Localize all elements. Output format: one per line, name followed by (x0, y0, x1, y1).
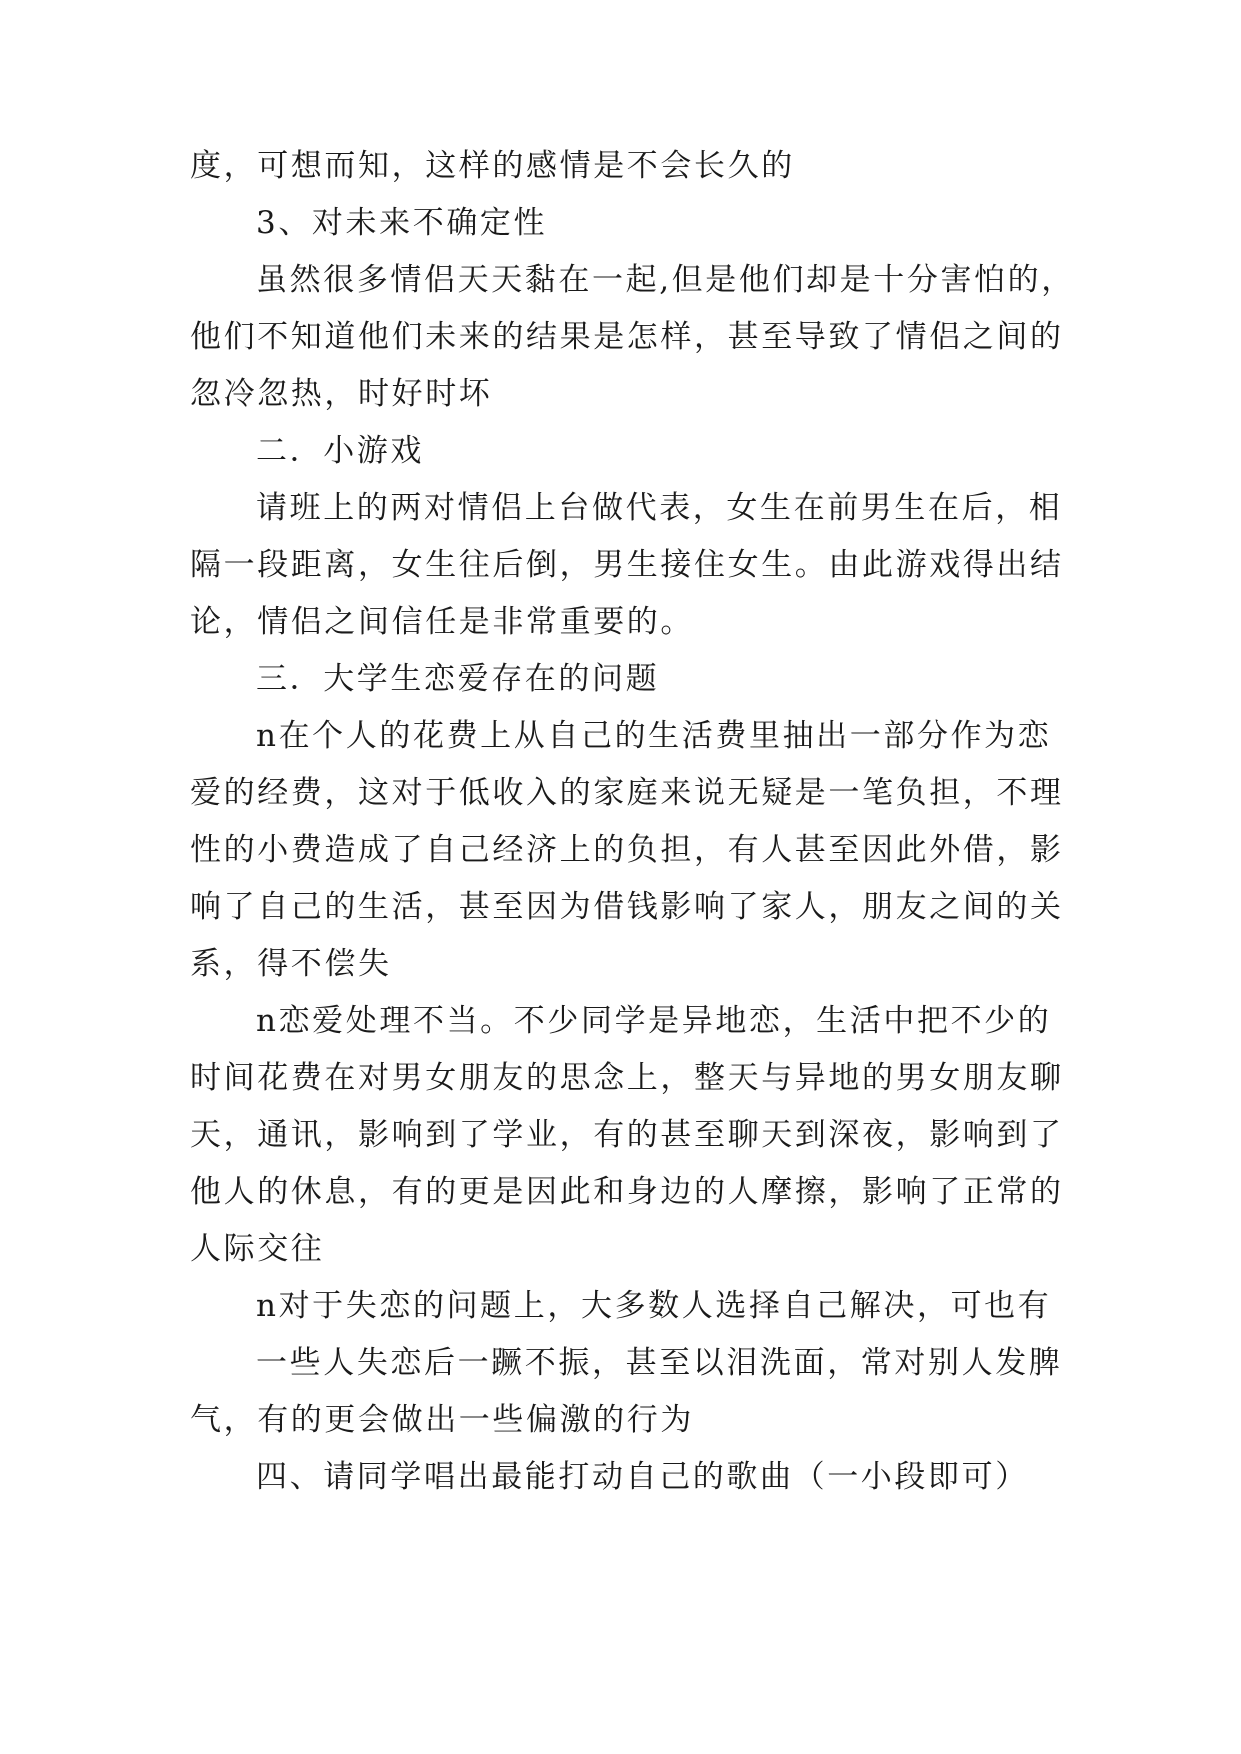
text-line: 虽然很多情侣天天黏在一起,但是他们却是十分害怕的， (256, 262, 1075, 298)
section-heading: 3、对未来不确定性 (256, 205, 548, 241)
text-line: 请班上的两对情侣上台做代表，女生在前男生在后，相 (256, 490, 1063, 526)
section-heading: 二．小游戏 (256, 433, 424, 469)
text-line: 论，情侣之间信任是非常重要的。 (190, 604, 694, 640)
text-line: 一些人失恋后一蹶不振，甚至以泪洗面，常对别人发脾 (256, 1345, 1063, 1381)
section-heading: 四、请同学唱出最能打动自己的歌曲（一小段即可） (256, 1459, 1029, 1495)
section-heading: 三．大学生恋爱存在的问题 (256, 661, 660, 697)
text-line: 性的小费造成了自己经济上的负担，有人甚至因此外借，影 (190, 832, 1064, 868)
text-line: 天，通讯，影响到了学业，有的甚至聊天到深夜，影响到了 (190, 1117, 1064, 1153)
text-line: 时间花费在对男女朋友的思念上，整天与异地的男女朋友聊 (190, 1060, 1064, 1096)
text-line: n恋爱处理不当。不少同学是异地恋，生活中把不少的 (256, 1003, 1052, 1039)
text-line: 系，得不偿失 (190, 946, 392, 982)
text-line: 爱的经费，这对于低收入的家庭来说无疑是一笔负担，不理 (190, 775, 1064, 811)
text-line: n在个人的花费上从自己的生活费里抽出一部分作为恋 (256, 718, 1052, 754)
text-line: 隔一段距离，女生往后倒，男生接住女生。由此游戏得出结 (190, 547, 1064, 583)
text-line: 气，有的更会做出一些偏激的行为 (190, 1402, 694, 1438)
text-line: 响了自己的生活，甚至因为借钱影响了家人，朋友之间的关 (190, 889, 1064, 925)
text-line: 人际交往 (190, 1231, 325, 1267)
text-line: 他们不知道他们未来的结果是怎样，甚至导致了情侣之间的 (190, 319, 1064, 355)
text-line: 忽冷忽热，时好时坏 (190, 376, 493, 412)
text-line: 他人的休息，有的更是因此和身边的人摩擦，影响了正常的 (190, 1174, 1064, 1210)
text-line: 度，可想而知，这样的感情是不会长久的 (190, 148, 795, 184)
text-line: n对于失恋的问题上，大多数人选择自己解决，可也有 (256, 1288, 1052, 1324)
